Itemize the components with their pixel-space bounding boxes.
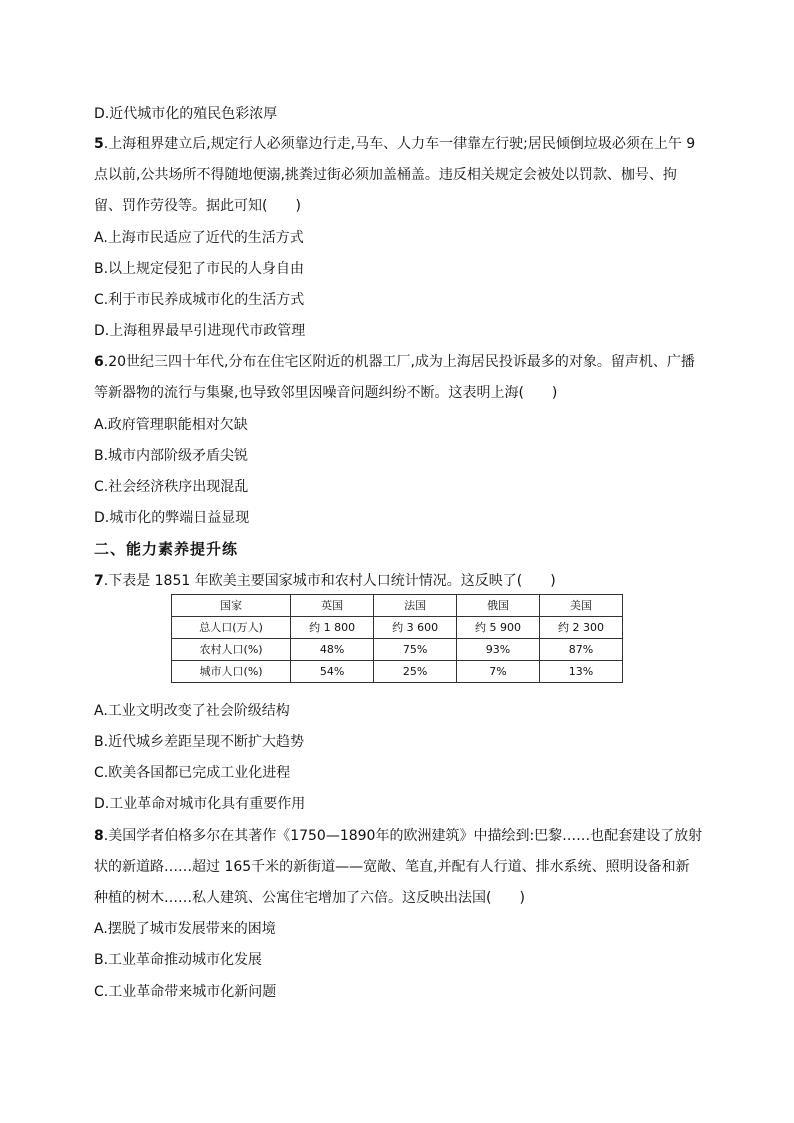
q6-option-c: C.社会经济秩序出现混乱 [94,479,249,495]
population-table [171,594,623,683]
q6-option-a: A.政府管理职能相对欠缺 [94,417,248,433]
q5-option-d: D.上海租界最早引进现代市政管理 [94,323,306,339]
table-cell: 约 5 900 [457,617,540,639]
q8-stem-line-3: 种植的树木……私人建筑、公寓住宅增加了六倍。这反映出法国( ) [94,890,525,906]
table-header-cell: 美国 [540,595,623,617]
q6-stem-line-2: 等新器物的流行与集聚,也导致邻里因噪音问题纠纷不断。这表明上海( ) [94,385,558,401]
table-header-row [172,595,623,617]
table-row [172,617,623,639]
q8-stem-line-2: 状的新道路……超过 165千米的新街道——宽敞、笔直,并配有人行道、排水系统、照明设备和新 [94,859,690,875]
table-cell: 13% [540,661,623,683]
table-cell: 7% [457,661,540,683]
table-cell: 54% [291,661,374,683]
q8-stem-line-1: 8.美国学者伯格多尔在其著作《1750—1890年的欧洲建筑》中描绘到:巴黎……也配套建设了放射 [94,828,703,844]
q7-option-d: D.工业革命对城市化具有重要作用 [94,796,306,812]
table-cell: 25% [374,661,457,683]
table-cell: 93% [457,639,540,661]
q5-stem-line-1: 5.上海租界建立后,规定行人必须靠边行走,马车、人力车一律靠左行驶;居民倾倒垃圾必须在上午 9 [94,136,696,152]
table-cell: 48% [291,639,374,661]
q7-option-a: A.工业文明改变了社会阶级结构 [94,703,290,719]
table-cell: 约 3 600 [374,617,457,639]
table-cell: 总人口(万人) [172,617,291,639]
table-header-cell: 国家 [172,595,291,617]
table-header-cell: 俄国 [457,595,540,617]
section-title: 二、能力素养提升练 [94,540,239,558]
table-cell: 87% [540,639,623,661]
q6-option-d: D.城市化的弊端日益显现 [94,510,250,526]
q5-stem-line-3: 留、罚作劳役等。据此可知( ) [94,198,301,214]
table-cell: 约 2 300 [540,617,623,639]
q7-stem: 7.下表是 1851 年欧美主要国家城市和农村人口统计情况。这反映了( ) [94,573,556,589]
q8-option-a: A.摆脱了城市发展带来的困境 [94,921,276,937]
q6-stem-line-1: 6.20世纪三四十年代,分布在住宅区附近的机器工厂,成为上海居民投诉最多的对象。留声机、广播 [94,354,695,370]
table-header-cell: 英国 [291,595,374,617]
table-cell: 75% [374,639,457,661]
table-cell: 约 1 800 [291,617,374,639]
q6-option-b: B.城市内部阶级矛盾尖锐 [94,448,249,464]
q8-option-c: C.工业革命带来城市化新问题 [94,984,277,1000]
table-header-cell: 法国 [374,595,457,617]
q5-option-c: C.利于市民养成城市化的生活方式 [94,292,305,308]
table-row [172,661,623,683]
q5-stem-line-2: 点以前,公共场所不得随地便溺,挑粪过街必须加盖桶盖。违反相关规定会被处以罚款、枷号、拘 [94,167,677,183]
q5-option-a: A.上海市民适应了近代的生活方式 [94,230,304,246]
table-cell: 城市人口(%) [172,661,291,683]
q5-option-b: B.以上规定侵犯了市民的人身自由 [94,261,305,277]
table-cell: 农村人口(%) [172,639,291,661]
table-row [172,639,623,661]
q8-option-b: B.工业革命推动城市化发展 [94,952,263,968]
q4-option-d: D.近代城市化的殖民色彩浓厚 [94,106,278,122]
q7-option-c: C.欧美各国都已完成工业化进程 [94,765,291,781]
q7-option-b: B.近代城乡差距呈现不断扩大趋势 [94,734,305,750]
